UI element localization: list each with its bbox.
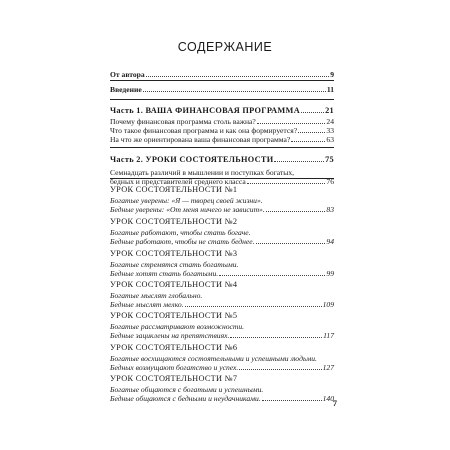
dot-leader	[230, 332, 322, 338]
toc-entry-line	[110, 186, 334, 195]
toc-entry[interactable]	[110, 261, 334, 278]
toc-entry-line	[110, 344, 334, 353]
dot-leader	[301, 107, 324, 113]
toc-entry[interactable]	[110, 312, 334, 321]
toc-entry-text: Богатые рассматривают возможности.	[110, 322, 245, 331]
section-rule	[110, 147, 334, 148]
toc-entry-text: Часть 2. УРОКИ СОСТОЯТЕЛЬНОСТИ	[110, 155, 274, 164]
toc-entry-line	[110, 395, 334, 404]
toc-entry[interactable]	[110, 156, 334, 165]
toc-entry-text: Богатые работают, чтобы стать богаче.	[110, 228, 251, 237]
toc-entry[interactable]	[110, 86, 334, 95]
toc-entry-line	[110, 312, 334, 321]
toc-page-number: 140	[322, 393, 334, 403]
toc-page-number: 63	[326, 135, 334, 144]
dot-leader	[146, 71, 330, 77]
toc-entry[interactable]	[110, 136, 334, 145]
toc-entry[interactable]	[110, 281, 334, 290]
toc-entry-line	[110, 332, 334, 341]
toc-entry-text: бедных и представителей среднего класса	[110, 176, 246, 186]
toc-entry-line	[110, 364, 334, 373]
toc-entry-text: Богатые стремятся стать богатыми.	[110, 260, 239, 269]
toc-entry-text: Бедные общаются с бедными и неудачниками.	[110, 393, 261, 403]
toc-entry-text: От автора	[110, 70, 145, 79]
dot-leader	[256, 238, 326, 244]
dot-leader	[257, 118, 326, 124]
toc-entry-text: Что такое финансовая программа и как она формируется?	[110, 126, 298, 135]
toc-entry-line	[110, 301, 334, 310]
toc-entry-text: Бедные уверены: «От меня ничего не зависит».	[110, 204, 265, 214]
toc-page-number: 33	[326, 126, 334, 135]
toc-entry-line	[110, 156, 334, 165]
dot-leader	[291, 136, 325, 142]
toc-entry-text: Бедные хотят стать богатыми.	[110, 268, 219, 278]
toc-entry-line	[110, 270, 334, 279]
section-rule	[110, 80, 334, 81]
toc-entry[interactable]	[110, 344, 334, 353]
toc-entry-line	[110, 86, 334, 95]
toc-entry-line	[110, 206, 334, 215]
toc-entry-text: Богатые общаются с богатыми и успешными.	[110, 385, 264, 394]
toc-entry[interactable]	[110, 218, 334, 227]
dot-leader	[266, 206, 326, 212]
toc-page-number: 99	[326, 268, 334, 278]
dot-leader	[274, 156, 324, 162]
dot-leader	[143, 86, 326, 92]
toc-entry[interactable]	[110, 323, 334, 340]
toc-entry-text: УРОК СОСТОЯТЕЛЬНОСТИ №1	[110, 185, 238, 194]
toc-entry-text: УРОК СОСТОЯТЕЛЬНОСТИ №3	[110, 249, 238, 258]
toc-entry[interactable]	[110, 250, 334, 259]
toc-entry-line	[110, 375, 334, 384]
toc-entry[interactable]	[110, 107, 334, 116]
dot-leader	[298, 127, 325, 133]
toc-entry-line	[110, 136, 334, 145]
toc-entry-line	[110, 250, 334, 259]
toc-entry[interactable]	[110, 292, 334, 309]
toc-page-number: 127	[322, 362, 334, 372]
toc-entry-text: УРОК СОСТОЯТЕЛЬНОСТИ №5	[110, 311, 238, 320]
toc-entry-text: УРОК СОСТОЯТЕЛЬНОСТИ №2	[110, 217, 238, 226]
toc-entry-text: Бедные зациклены на препятствиях.	[110, 330, 230, 340]
toc-entry-line	[110, 71, 334, 80]
toc-entry-line	[110, 218, 334, 227]
section-rule	[110, 99, 334, 100]
toc-entry-text: Введение	[110, 85, 142, 94]
toc-entry-text: УРОК СОСТОЯТЕЛЬНОСТИ №4	[110, 280, 238, 289]
toc-entry-line	[110, 107, 334, 116]
toc-page-number: 117	[323, 330, 334, 340]
toc-page-number: 109	[322, 299, 334, 309]
dot-leader	[185, 301, 322, 307]
toc-entry-line	[110, 281, 334, 290]
toc-entry-text: УРОК СОСТОЯТЕЛЬНОСТИ №7	[110, 374, 238, 383]
toc-page-number: 75	[325, 155, 334, 164]
toc-entry[interactable]	[110, 186, 334, 195]
toc-page-number: 83	[326, 204, 334, 214]
toc-page-number: 21	[325, 106, 334, 115]
toc-entry-text: Семнадцать различий в мышлении и поступках богатых,	[110, 168, 295, 177]
toc-entry-text: Почему финансовая программа столь важна?	[110, 117, 256, 126]
toc-page-number: 24	[326, 117, 334, 126]
toc-title: СОДЕРЖАНИЕ	[177, 40, 273, 54]
toc-entry-text: Бедные мыслят мелко.	[110, 299, 184, 309]
toc-entry[interactable]	[110, 386, 334, 403]
toc-page-number: 94	[326, 236, 334, 246]
dot-leader	[219, 270, 325, 276]
toc-entry-text: Богатые мыслят глобально.	[110, 291, 203, 300]
section-rule	[110, 178, 334, 179]
toc-entry-text: Бедные работают, чтобы не стать беднее.	[110, 236, 255, 246]
toc-entry-line	[110, 238, 334, 247]
toc-entry-text: Часть 1. ВАША ФИНАНСОВАЯ ПРОГРАММА	[110, 106, 300, 115]
toc-entry[interactable]	[110, 71, 334, 80]
toc-entry[interactable]	[110, 197, 334, 214]
page-number: 7	[332, 398, 337, 408]
toc-entry[interactable]	[110, 355, 334, 372]
toc-entry-text: Бедных возмущают богатство и успех.	[110, 362, 239, 372]
dot-leader	[239, 364, 321, 370]
toc-entry[interactable]	[110, 375, 334, 384]
dot-leader	[262, 395, 322, 401]
toc-entry[interactable]	[110, 229, 334, 246]
toc-page-number: 76	[326, 176, 334, 186]
toc-page-number: 9	[330, 70, 334, 79]
toc-entry-text: УРОК СОСТОЯТЕЛЬНОСТИ №6	[110, 343, 238, 352]
toc-page-number: 11	[326, 85, 334, 94]
toc-entry-text: На что же ориентирована ваша финансовая программа?	[110, 135, 291, 144]
toc-entry-text: Богатые восхищаются состоятельными и успешными людьми.	[110, 354, 317, 363]
toc-entry-text: Богатые уверены: «Я — творец своей жизни».	[110, 196, 263, 205]
